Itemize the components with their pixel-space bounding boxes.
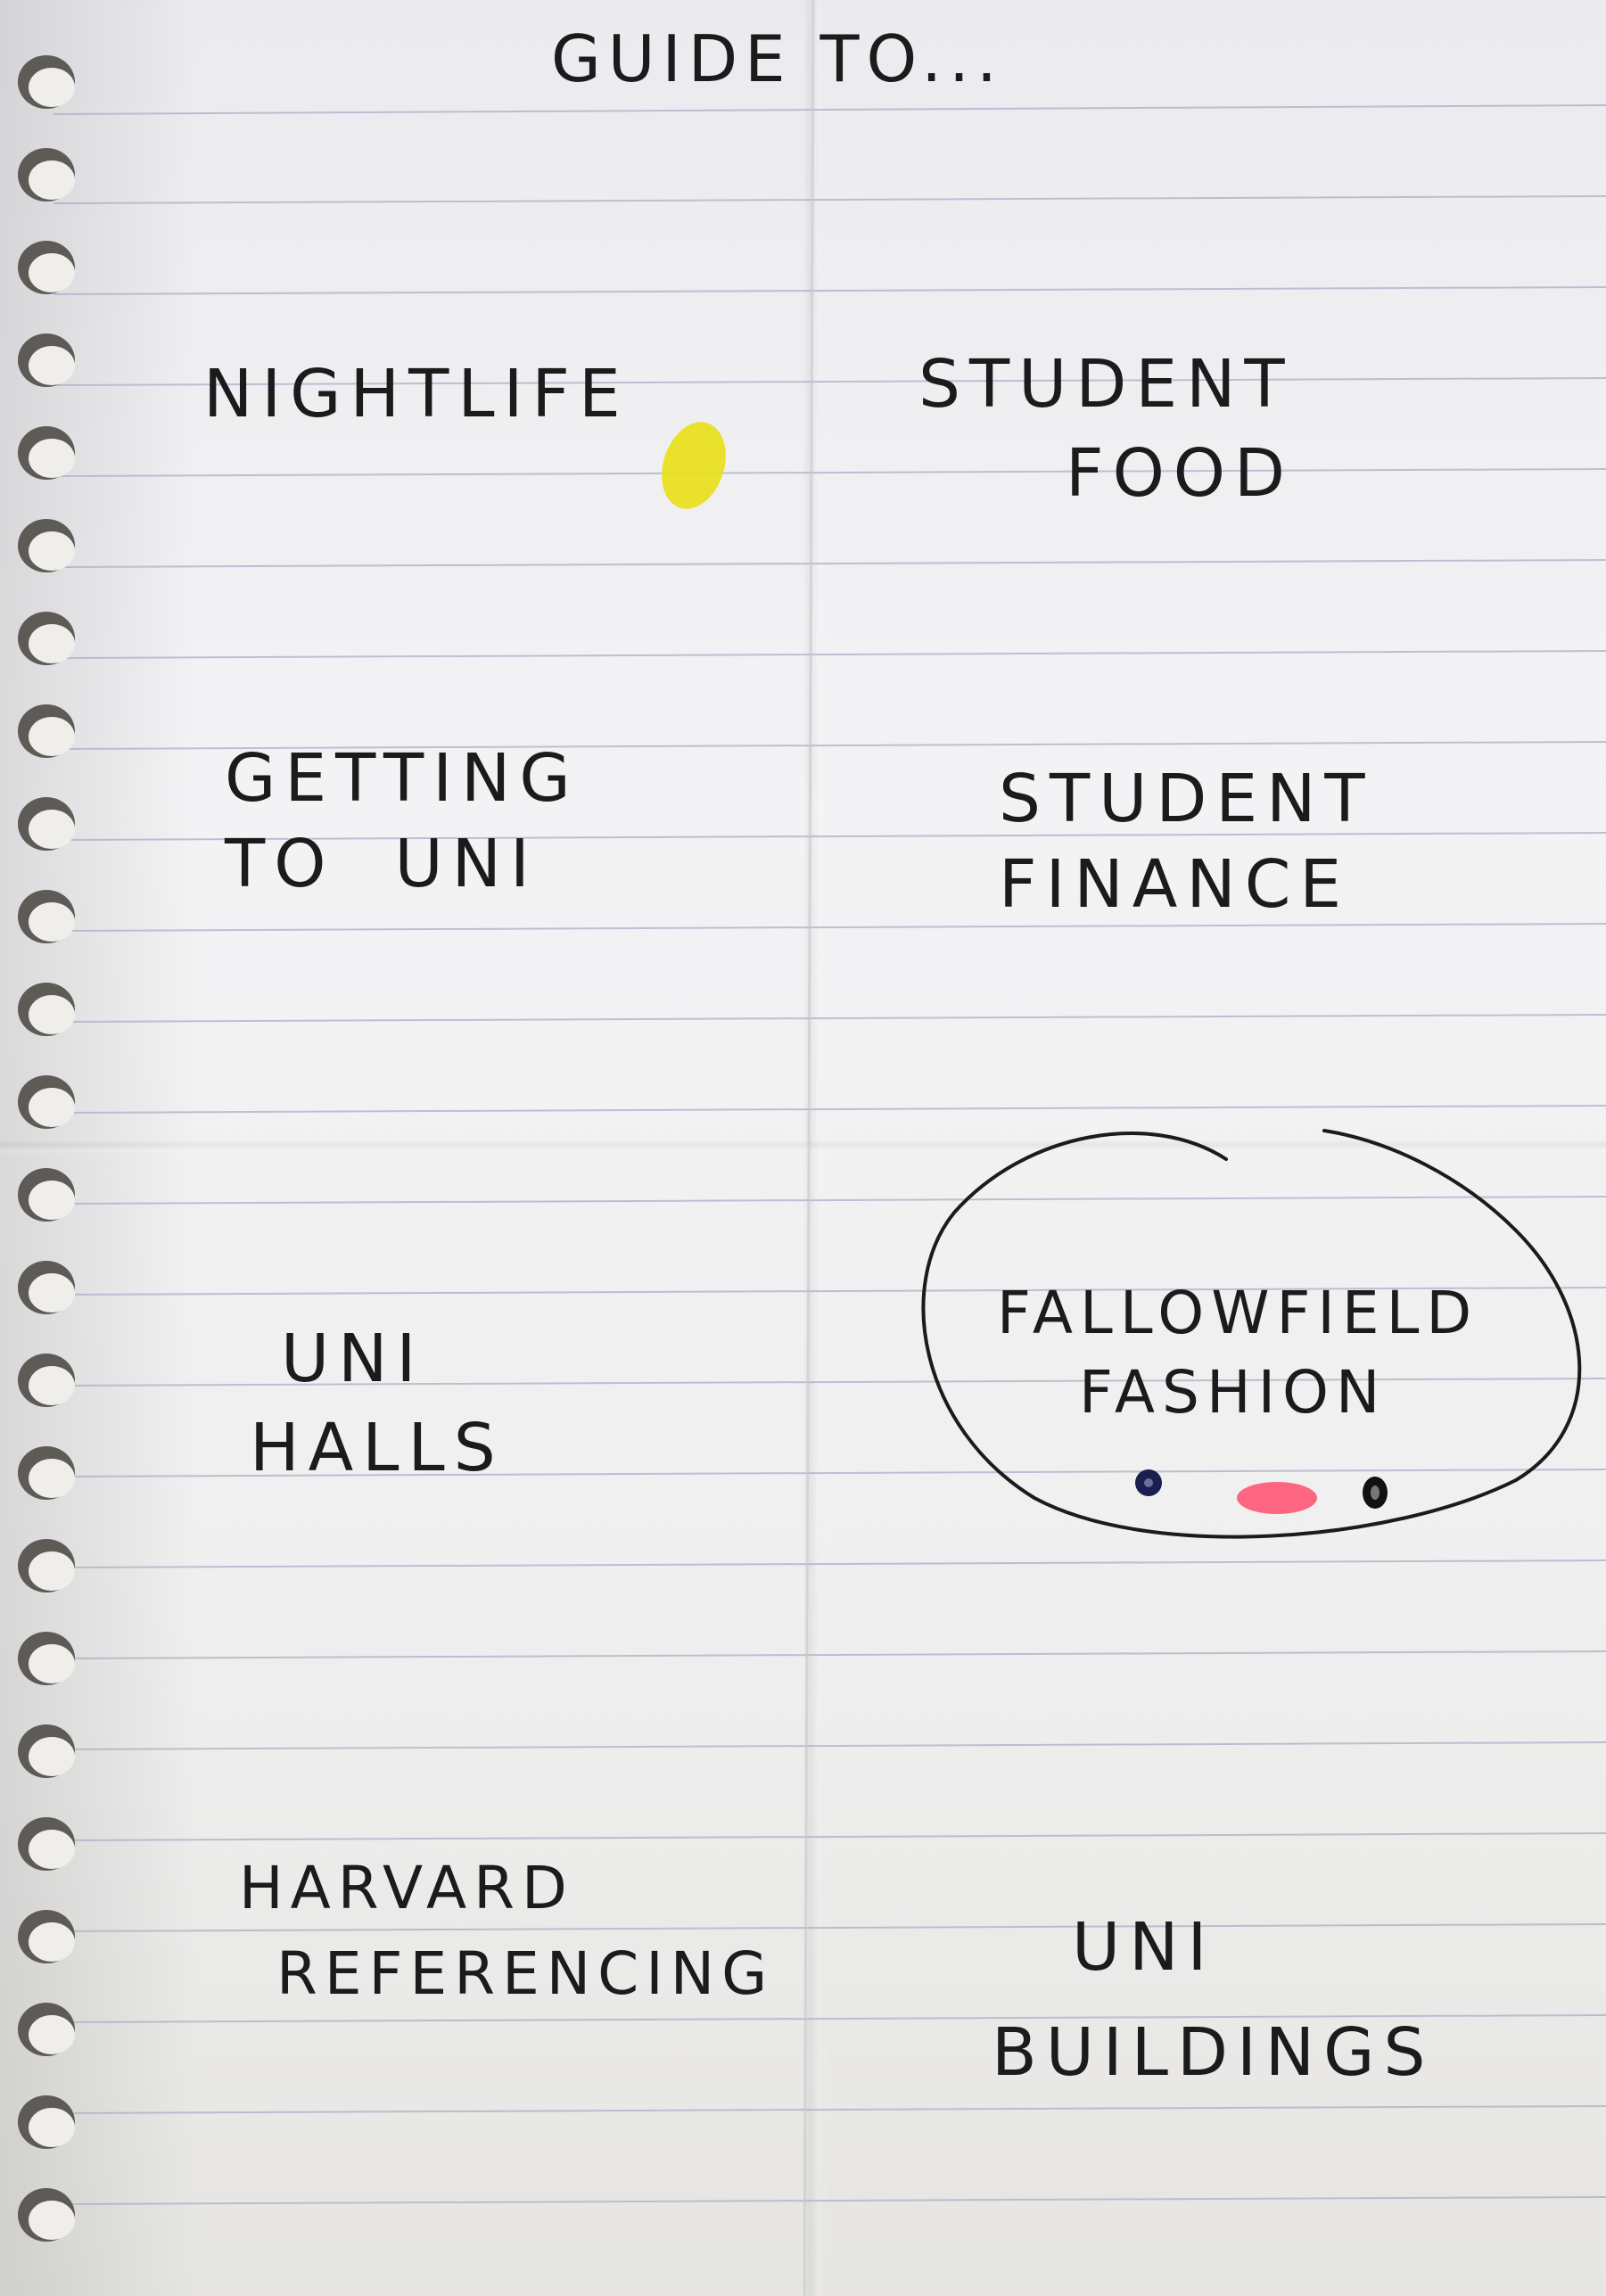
topic-fallowfield-fashion: [997, 1273, 1478, 1432]
topic-line: UNI: [1072, 1909, 1216, 1986]
topic-line: STUDENT: [918, 346, 1294, 423]
topic-harvard-referencing: [239, 1846, 774, 2016]
topic-line: FINANCE: [999, 846, 1351, 924]
vertical-fold-crease: [804, 0, 813, 2296]
topic-student-food: [918, 341, 1294, 519]
topic-line: BUILDINGS: [992, 2014, 1435, 2092]
topic-line: UNI: [281, 1321, 425, 1397]
yellow-highlighter-dot: [651, 414, 737, 517]
topic-line: STUDENT: [999, 761, 1374, 837]
topic-line: FASHION: [1079, 1358, 1388, 1428]
topic-line: HARVARD: [239, 1854, 574, 1922]
topic-line: GETTING: [225, 740, 580, 817]
topic-student-finance: [999, 756, 1374, 927]
topic-line: NIGHTLIFE: [203, 356, 630, 432]
topic-getting-to-uni: [225, 736, 580, 907]
topic-line: HALLS: [250, 1409, 505, 1486]
topic-uni-buildings: [992, 1895, 1434, 2106]
pink-highlighter-dot: [1237, 1482, 1317, 1514]
topic-line: REFERENCING: [276, 1938, 775, 2008]
topic-nightlife: [203, 356, 630, 432]
topic-uni-halls: [250, 1315, 505, 1494]
topic-line: FOOD: [1066, 434, 1295, 512]
topic-line: FALLOWFIELD: [997, 1279, 1479, 1347]
topic-line: TO UNI: [225, 826, 539, 903]
page-title: GUIDE TO...: [551, 21, 1004, 96]
